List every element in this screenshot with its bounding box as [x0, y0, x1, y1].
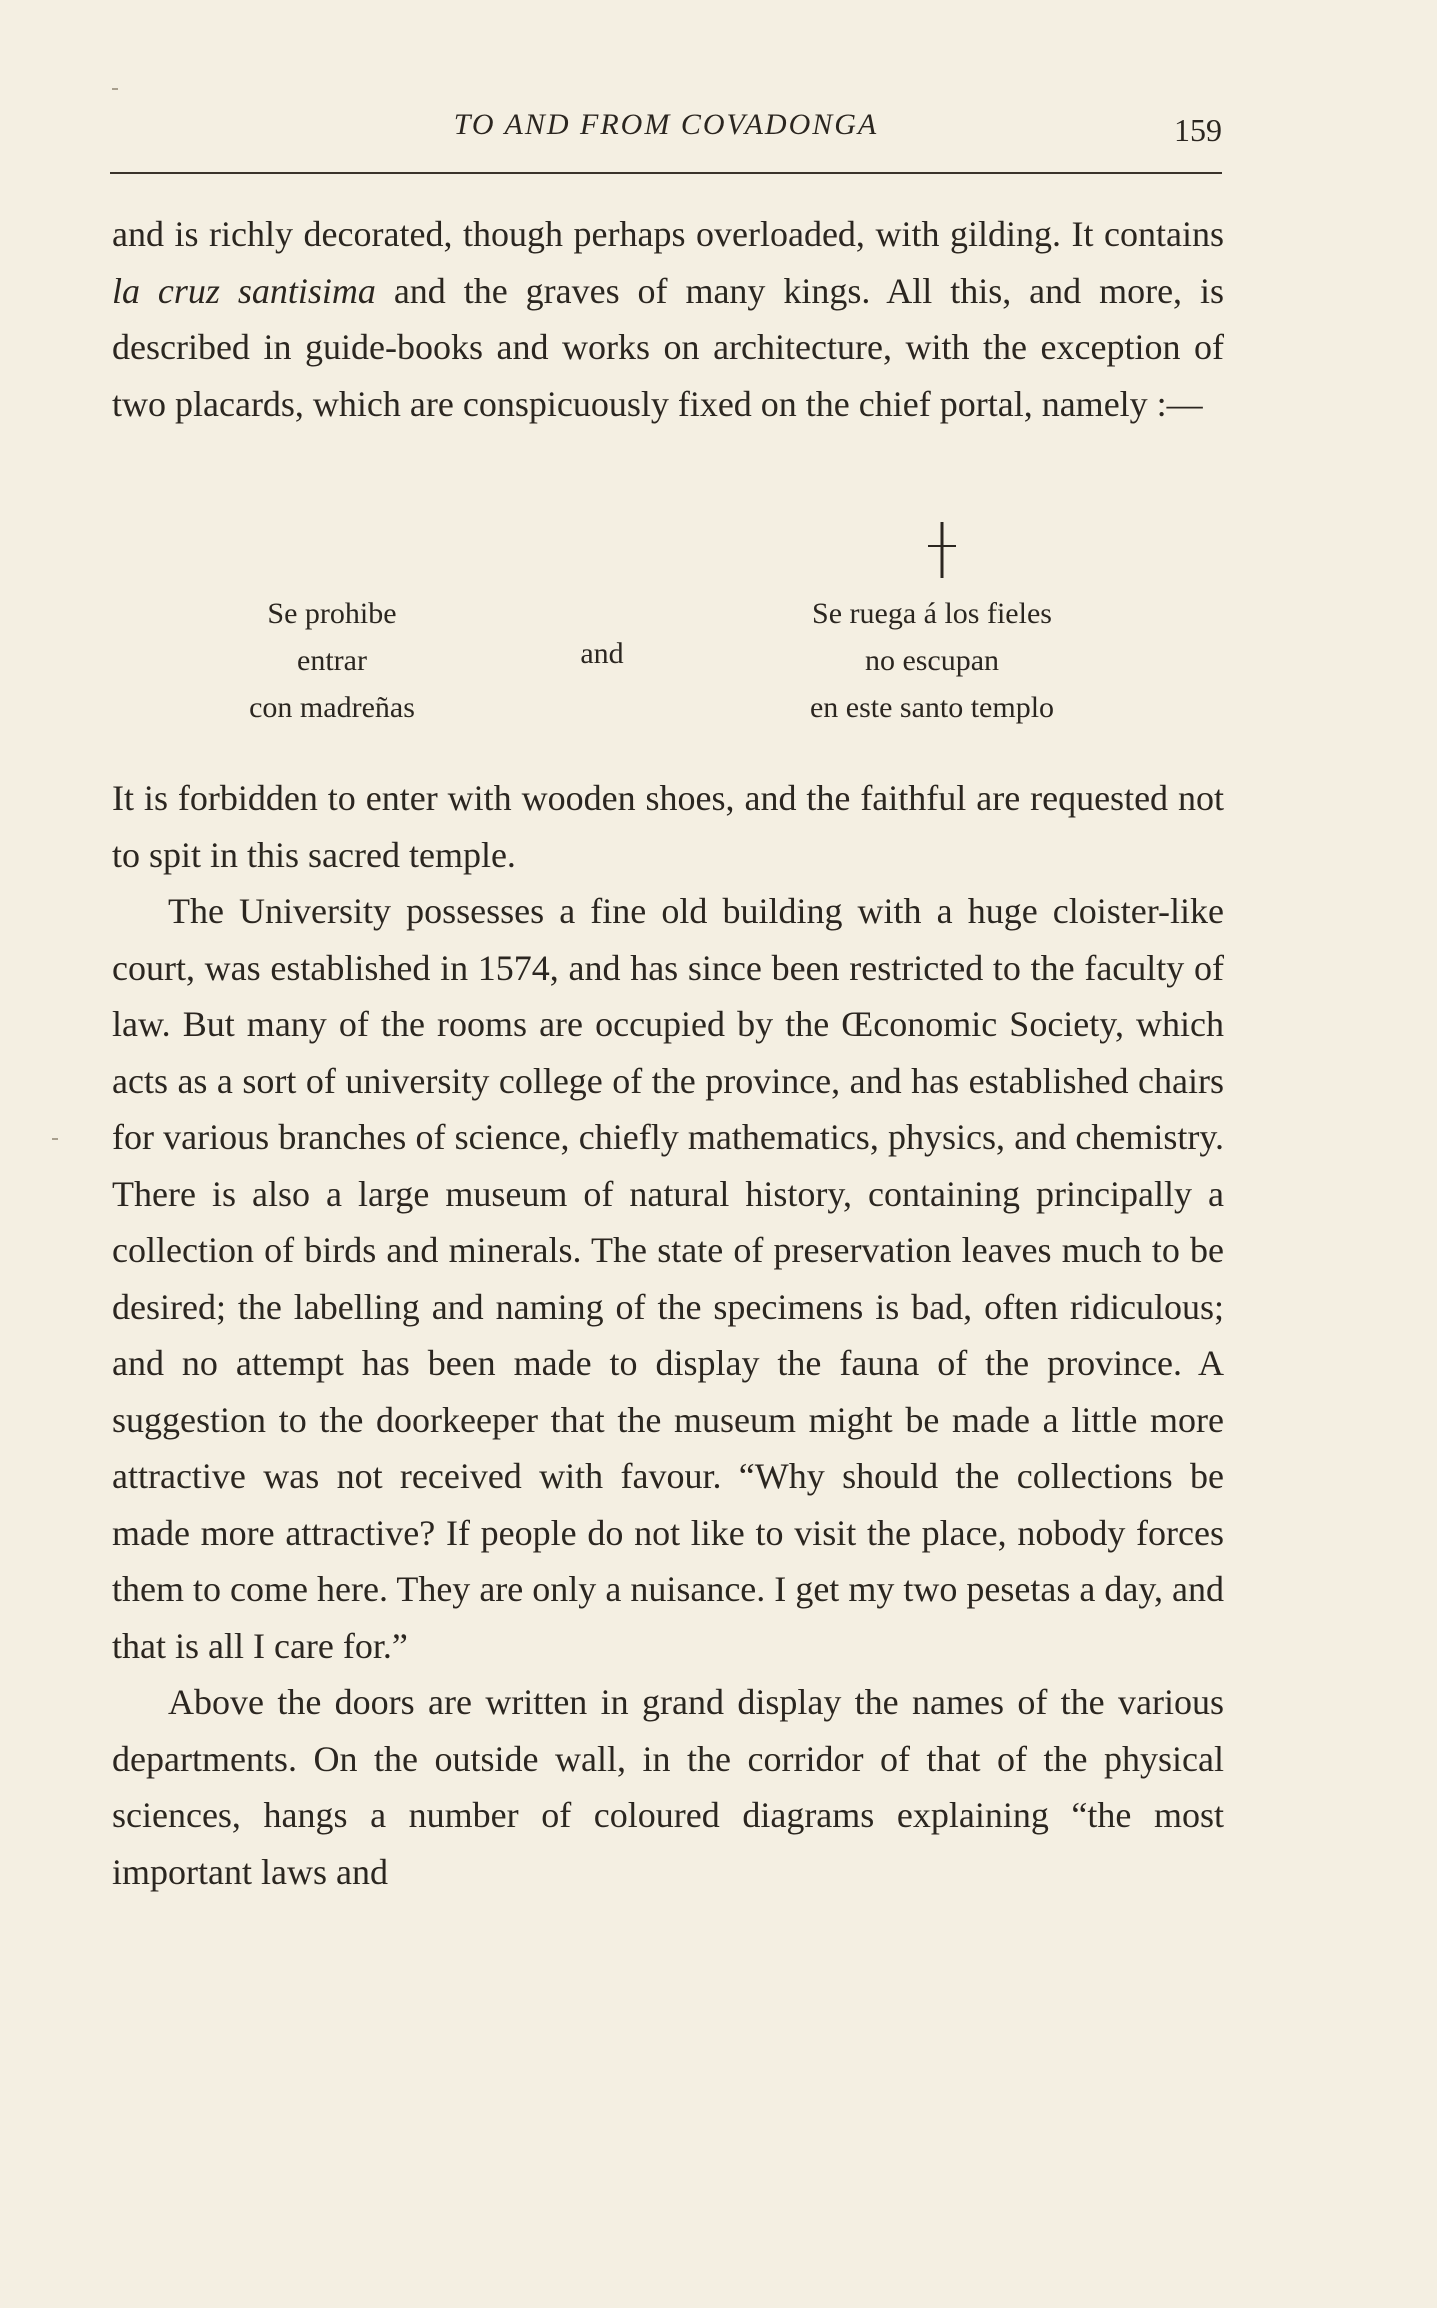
- placard-conjunction: and: [580, 637, 624, 670]
- placard-right: [732, 590, 1132, 731]
- paragraph: Above the doors are written in grand display the names of the various departments. On the outside wall, in the corridor of that of the physical sciences, hangs a number of coloured diagrams explaining “the most important laws and: [112, 1682, 1224, 1892]
- placards: [112, 520, 1224, 740]
- italic-phrase: la cruz santisima: [112, 270, 376, 311]
- placard-left: [172, 590, 492, 731]
- placard-line: en este santo templo: [809, 691, 1055, 724]
- page-number: 159: [1174, 112, 1222, 148]
- placard-line: Se ruega á los fieles: [812, 597, 1052, 630]
- placard-line: con madreñas: [249, 691, 415, 724]
- text-run: and is richly decorated, though perhaps overloaded, with gilding. It contains: [112, 214, 1224, 254]
- margin-mark: [52, 1138, 58, 1140]
- paragraph: [112, 206, 1224, 432]
- cross-icon: [924, 520, 960, 580]
- placard-line: no escupan: [864, 644, 1000, 677]
- opening-paragraph: [112, 206, 1224, 432]
- text-run: and the graves of many kings. All this, and more, is described in guide-books and works on architecture, with the exception of two placards, which are conspicuously fixed on the chief portal, namely :—: [112, 270, 1224, 424]
- page-header: [110, 100, 1222, 160]
- paragraph: It is forbidden to enter with wooden shoes, and the faithful are requested not to spit in this sacred temple.: [112, 778, 1224, 875]
- header-rule: [110, 172, 1222, 174]
- body-text: [112, 770, 1224, 1900]
- margin-mark: [112, 88, 118, 90]
- placard-line: Se prohibe: [267, 597, 397, 630]
- placard-line: entrar: [297, 644, 367, 677]
- running-head: TO AND FROM COVADONGA: [453, 108, 879, 141]
- paragraph: The University possesses a fine old building with a huge cloister-like court, was established in 1574, and has since been restricted to the faculty of law. But many of the rooms are occupied by the Œconomic Society, which acts as a sort of university college of the province, and has established chairs for various branches of science, chiefly mathematics, physics, and chemistry. There is also a large museum of natural history, containing principally a collection of birds and minerals. The state of preservation leaves much to be desired; the labelling and naming of the specimens is bad, often ridiculous; and no attempt has been made to display the fauna of the province. A suggestion to the doorkeeper that the museum might be made a little more attractive was not received with favour. “Why should the collections be made more attractive? If people do not like to visit the place, nobody forces them to come here. They are only a nuisance. I get my two pesetas a day, and that is all I care for.”: [112, 891, 1224, 1666]
